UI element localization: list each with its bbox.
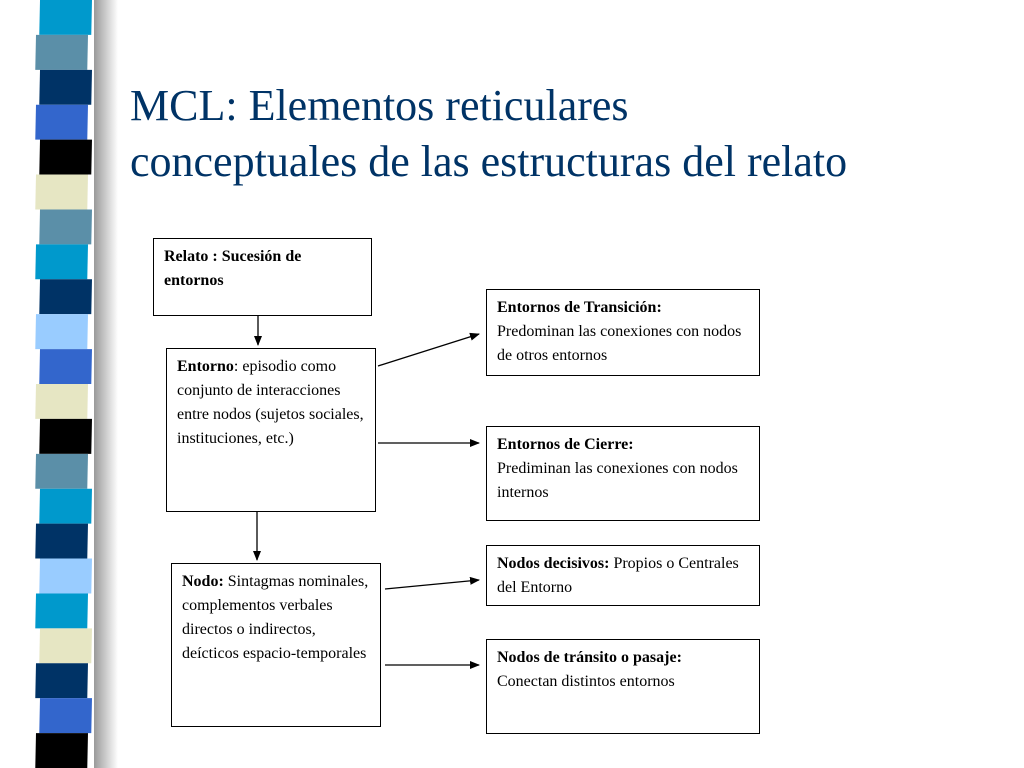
node-transicion-label: Entornos de Transición: xyxy=(497,299,662,316)
slide-title-line-2: conceptuales de las estructuras del relato xyxy=(130,137,848,186)
node-entorno xyxy=(166,348,376,512)
node-nodos-decisivos xyxy=(486,545,760,606)
node-nodo xyxy=(171,563,381,727)
node-cierre-text: Prediminan las conexiones con nodos internos xyxy=(497,460,738,501)
node-cierre-label: Entornos de Cierre: xyxy=(497,436,634,453)
arrow-nodo-to-decisivos xyxy=(385,580,479,589)
node-nodo-label: Nodo: xyxy=(182,573,224,590)
node-relato xyxy=(153,238,372,316)
node-entornos-cierre xyxy=(486,426,760,521)
node-transito-label: Nodos de tránsito o pasaje: xyxy=(497,649,682,666)
node-transito-text: Conectan distintos entornos xyxy=(497,673,675,690)
slide-title-line-1: MCL: Elementos reticulares xyxy=(130,81,629,130)
node-entorno-text: : episodio como conjunto de interacciones entre nodos (sujetos sociales, instituciones, etc.) xyxy=(177,358,364,447)
node-transicion-text: Predominan las conexiones con nodos de otros entornos xyxy=(497,323,742,364)
node-nodo-text: Sintagmas nominales, complementos verbales directos o indirectos, deícticos espacio-temporales xyxy=(182,573,369,662)
node-decisivos-label: Nodos decisivos: xyxy=(497,555,610,572)
arrow-entorno-to-transicion xyxy=(378,334,479,366)
node-relato-text: Relato : Sucesión de entornos xyxy=(164,248,302,289)
node-entorno-label: Entorno xyxy=(177,358,234,375)
node-decisivos-text: Propios o Centrales del Entorno xyxy=(497,555,739,596)
node-entornos-transicion xyxy=(486,289,760,376)
node-nodos-transito xyxy=(486,639,760,734)
